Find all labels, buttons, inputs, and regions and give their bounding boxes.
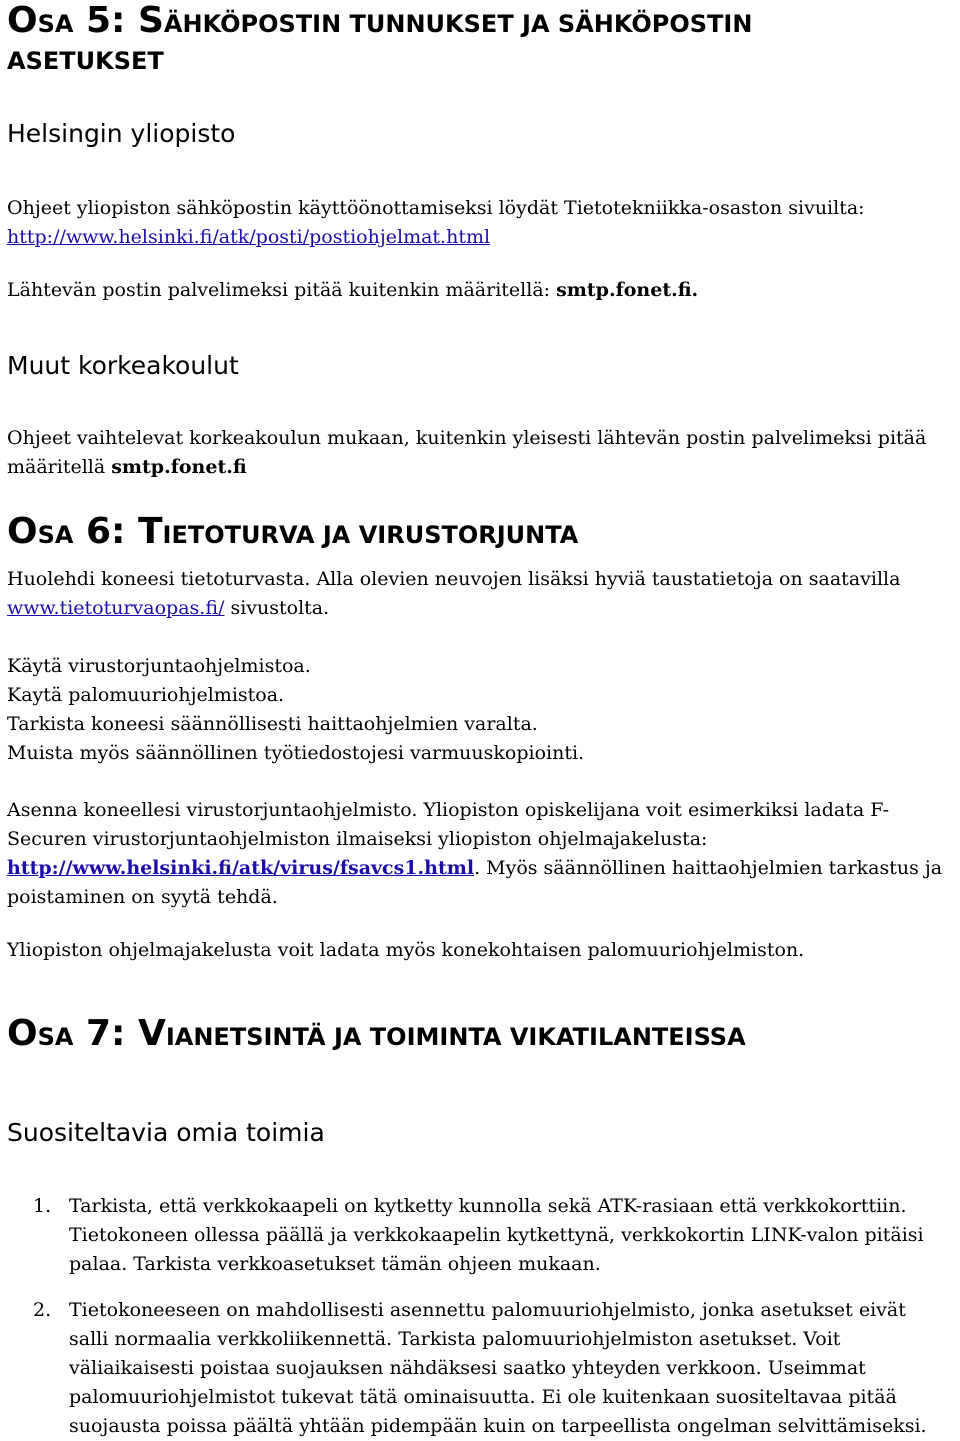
tip-item: Kaytä palomuuriohjelmistoa. bbox=[7, 684, 285, 706]
fsav-download-link[interactable]: http://www.helsinki.fi/atk/virus/fsavcs1.html bbox=[7, 857, 475, 879]
troubleshooting-steps bbox=[0, 1192, 950, 1441]
section7-title: OSA 7: VIANETSINTÄ JA TOIMINTA VIKATILANTEISSA bbox=[7, 1013, 746, 1054]
tip-item: Muista myös säännöllinen työtiedostojesi varmuuskopiointi. bbox=[7, 742, 585, 764]
security-intro: Huolehdi koneesi tietoturvasta. Alla olevien neuvojen lisäksi hyviä taustatietoja on saatavilla www.tietoturvaopas.fi/ sivustolta. bbox=[7, 568, 901, 619]
section6-title: OSA 6: TIETOTURVA JA VIRUSTORJUNTA bbox=[7, 511, 579, 552]
section5-title: OSA 5: SÄHKÖPOSTIN TUNNUKSET JA SÄHKÖPOSTIN ASETUKSET bbox=[7, 0, 753, 75]
antivirus-paragraph: Asenna koneellesi virustorjuntaohjelmisto. Yliopiston opiskelijana voit esimerkiksi ladata F- Securen virustorjuntaohjelmiston ilmaiseksi yliopiston ohjelmajakelusta: http://www.helsinki.fi/atk/virus/fsavcs1.html. Myös säännöllinen haittaohjelmien tarkastus ja poistaminen on syytä tehdä. bbox=[7, 799, 943, 908]
other-universities-heading: Muut korkeakoulut bbox=[7, 351, 239, 380]
smtp-server-2: smtp.fonet.fi bbox=[111, 456, 247, 478]
outgoing-server-note: Lähtevän postin palvelimeksi pitää kuitenkin määritellä: smtp.fonet.fi. bbox=[7, 279, 699, 301]
recommended-actions-heading: Suositeltavia omia toimia bbox=[7, 1118, 325, 1147]
helsinki-heading: Helsingin yliopisto bbox=[7, 119, 236, 148]
posti-instructions-link[interactable]: http://www.helsinki.fi/atk/posti/postiohjelmat.html bbox=[7, 226, 491, 248]
other-universities-text: Ohjeet vaihtelevat korkeakoulun mukaan, kuitenkin yleisesti lähtevän postin palvelimeksi pitää määritellä smtp.fonet.fi bbox=[7, 427, 927, 478]
helsinki-instructions: Ohjeet yliopiston sähköpostin käyttöönottamiseksi löydät Tietotekniikka-osaston sivuilta: http://www.helsinki.fi/atk/posti/postiohjelmat.html bbox=[7, 197, 865, 248]
list-item: 1. Tarkista, että verkkokaapeli on kytketty kunnolla sekä ATK-rasiaan että verkkokorttiin. Tietokoneen ollessa päällä ja verkkokaapelin kytkettynä, verkkokortin LINK-valon pitäisi palaa. Tarkista verkkoasetukset tämän ohjeen mukaan. bbox=[33, 1195, 924, 1275]
tietoturvaopas-link[interactable]: www.tietoturvaopas.fi/ bbox=[7, 597, 225, 619]
tip-item: Tarkista koneesi säännöllisesti haittaohjelmien varalta. bbox=[7, 713, 538, 735]
smtp-server: smtp.fonet.fi. bbox=[556, 279, 699, 301]
firewall-paragraph: Yliopiston ohjelmajakelusta voit ladata myös konekohtaisen palomuuriohjelmiston. bbox=[7, 939, 805, 961]
list-item: 2. Tietokoneeseen on mahdollisesti asennettu palomuuriohjelmisto, jonka asetukset eivät salli normaalia verkkoliikennettä. Tarkista palomuuriohjelmiston asetukset. Voit väliaikaisesti poistaa suojauksen nähdäksesi saatko yhteyden verkkoon. Useimmat palomuuriohjelmistot tukevat tätä ominaisuutta. Ei ole kuitenkaan suositeltavaa pitää suojausta poissa päältä yhtään pidempään kuin on tarpeellista ongelman selvittämiseksi. bbox=[33, 1299, 927, 1437]
security-tips bbox=[7, 652, 952, 768]
tip-item: Käytä virustorjuntaohjelmistoa. bbox=[7, 655, 311, 677]
